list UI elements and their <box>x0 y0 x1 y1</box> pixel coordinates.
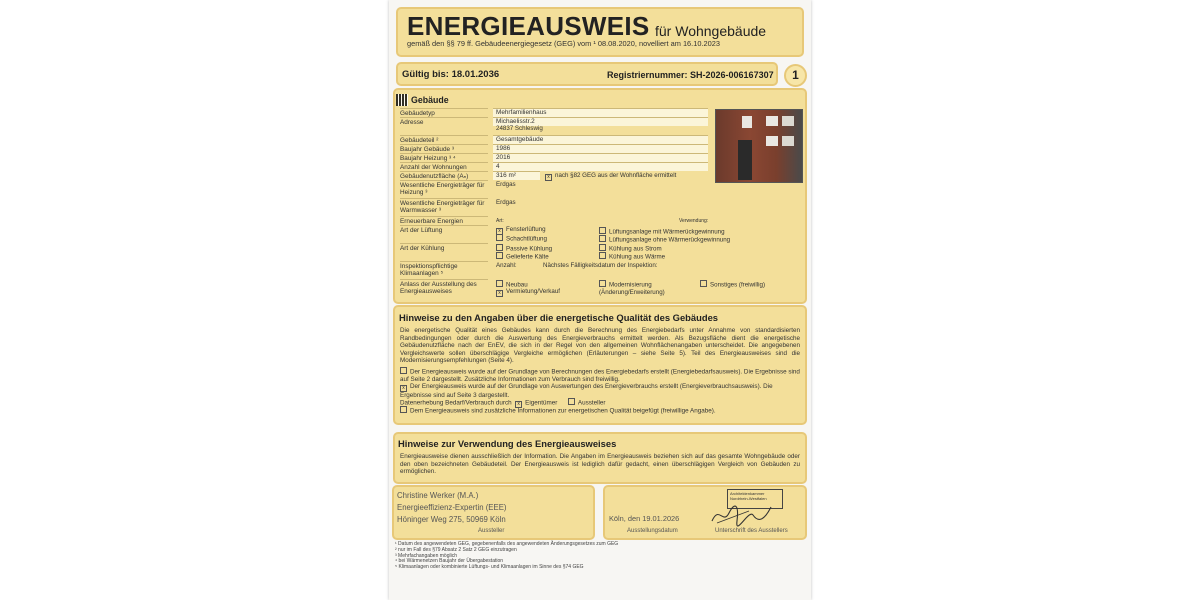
area-note-checkbox: x <box>545 174 552 181</box>
footnote-3: ³ Mehrfachangaben möglich <box>395 552 457 559</box>
data-source-owner-text: Eigentümer <box>525 399 558 407</box>
hint-option-demand <box>400 367 800 384</box>
reason-modernisation-text: Modernisierung (Änderung/Erweiterung) <box>599 281 665 296</box>
cooling-passive-text: Passive Kühlung <box>506 245 553 253</box>
inspection-count: Anzahl: <box>496 262 517 269</box>
document-subtitle: gemäß den §§ 79 ff. Gebäudeenergiegesetz (GEG) vom ¹ 08.08.2020, novelliert am 16.10.2023 <box>407 39 720 48</box>
quality-hints-title: Hinweise zu den Angaben über die energetische Qualität des Gebäudes <box>399 312 719 323</box>
footnote-5: ⁵ Klimaanlagen oder kombinierte Lüftungs- und Klimaanlagen im Sinne des §74 GEG <box>395 564 584 571</box>
ventilation-without-recovery-text: Lüftungsanlage ohne Wärmerückgewinnung <box>609 236 731 244</box>
cooling-electric-text: Kühlung aus Strom <box>609 245 662 253</box>
hint-consumption-text: Der Energieausweis wurde auf der Grundlage von Auswertungen des Energieverbrauchs erstellt (Energieverbrauchsausweis). Die Ergebnisse sind auf Seite 3 dargestellt. <box>400 383 773 399</box>
building-section <box>393 88 807 304</box>
footnotes <box>395 542 795 571</box>
reason-option-modernisation <box>599 280 695 297</box>
reason-modernisation-checkbox <box>599 280 606 287</box>
page-number-badge: 1 <box>784 64 807 87</box>
issuer-role: Energieeffizienz-Expertin (EEE) <box>397 503 507 512</box>
issuer-caption: Aussteller <box>478 528 505 534</box>
reason-rent-sale-checkbox: x <box>496 290 503 297</box>
usage-hints-section <box>393 432 807 484</box>
hint-additional-checkbox <box>400 406 407 413</box>
chamber-stamp: Architektenkammer Nordrhein-Westfalen <box>727 489 783 509</box>
area-note <box>545 172 676 181</box>
data-source-issuer-text: Aussteller <box>577 399 606 407</box>
issuer-name: Christine Werker (M.A.) <box>397 491 479 500</box>
ventilation-with-recovery-checkbox <box>599 227 606 234</box>
issue-date-section <box>603 485 807 540</box>
ventilation-option-without-recovery <box>599 235 730 244</box>
usage-hints-title: Hinweise zur Verwendung des Energieausweises <box>398 438 617 449</box>
ventilation-shaft-text: Schachtlüftung <box>506 235 547 243</box>
water-carrier-label: Wesentliche Energieträger für Warmwasser ³ <box>400 198 488 216</box>
ventilation-window-text: Fensterlüftung <box>506 226 546 233</box>
cooling-heat-text: Kühlung aus Wärme <box>609 253 666 261</box>
reason-option-rent-sale <box>496 288 560 297</box>
issue-date-caption: Ausstellungsdatum <box>627 528 678 534</box>
document-title: ENERGIEAUSWEIS <box>407 11 650 41</box>
usage-hints-text: Energieausweise dienen ausschließlich der Information. Die Angaben im Energieausweis beziehen sich auf das gesamte Wohngebäude oder den oben bezeichneten Gebäudeteil. Der Energieausweis ist lediglich dafür gedacht, einen überschlägigen Vergleich von Gebäuden zu ermöglichen. <box>400 453 800 475</box>
reason-new-checkbox <box>496 280 503 287</box>
inspection-label: Inspektionspflichtige Klimaanlagen ⁵ <box>400 261 488 279</box>
hint-additional-text: Dem Energieausweis sind zusätzliche Informationen zur energetischen Qualität beigefügt (freiwillige Angabe). <box>410 407 716 415</box>
cooling-delivered-text: Gelieferte Kälte <box>506 253 549 261</box>
issue-date: Köln, den 19.01.2026 <box>609 514 680 523</box>
water-carrier-value: Erdgas <box>496 199 516 206</box>
address-label: Adresse <box>400 117 488 135</box>
reason-option-other <box>700 280 765 289</box>
apartments-value: 4 <box>493 162 708 171</box>
cooling-label: Art der Kühlung <box>400 243 488 261</box>
cooling-heat-checkbox <box>599 252 606 259</box>
data-source-text: Datenerhebung Bedarf/Verbrauch durch <box>400 399 512 407</box>
reason-rent-sale-text: Vermietung/Verkauf <box>506 288 561 295</box>
valid-until: Gültig bis: 18.01.2036 <box>402 69 500 80</box>
inspection-next-date: Nächstes Fälligkeitsdatum der Inspektion: <box>543 262 658 269</box>
hint-consumption-checkbox: x <box>400 385 407 392</box>
reason-other-text: Sonstiges (freiwillig) <box>710 281 766 289</box>
ventilation-with-recovery-text: Lüftungsanlage mit Wärmerückgewinnung <box>609 228 725 236</box>
footnote-1: ¹ Datum des angewendeten GEG, gegebenenfalls des angewendeten Änderungsgesetzes zum GEG <box>395 541 619 547</box>
cooling-option-heat <box>599 252 665 261</box>
ventilation-without-recovery-checkbox <box>599 235 606 242</box>
cooling-electric-checkbox <box>599 244 606 251</box>
issuer-address: Höninger Weg 275, 50969 Köln <box>397 515 506 524</box>
ventilation-label: Art der Lüftung <box>400 225 488 243</box>
construction-year-label: Baujahr Gebäude ³ <box>400 144 488 153</box>
ventilation-option-shaft <box>496 234 547 243</box>
quality-hints-section <box>393 305 807 425</box>
issue-reason-label: Anlass der Ausstellung des Energieausweises <box>400 279 488 297</box>
reason-other-checkbox <box>700 280 707 287</box>
cooling-passive-checkbox <box>496 244 503 251</box>
heating-carrier-value: Erdgas <box>496 181 516 188</box>
area-note-text: nach §82 GEG aus der Wohnfläche ermittelt <box>555 172 677 179</box>
title-header <box>396 7 804 57</box>
heating-year-value: 2016 <box>493 153 708 162</box>
registration-number: Registriernummer: SH-2026-006167307 <box>607 70 774 80</box>
address-city: 24837 Schleswig <box>496 125 543 132</box>
construction-year-value: 1986 <box>493 144 708 153</box>
reason-new-text: Neubau <box>506 281 528 289</box>
usable-area-label: Gebäudenutzfläche (Aₙ) <box>400 171 488 180</box>
hint-demand-text: Der Energieausweis wurde auf der Grundlage von Berechnungen des Energiebedarfs erstellt (Energiebedarfsausweis). Die Ergebnisse sind auf Seite 2 dargestellt. Zusätzliche Informationen zum Verbrauch sind freiwillig. <box>400 368 800 383</box>
quality-hints-text: Die energetische Qualität eines Gebäudes kann durch die Berechnung des Energiebedarfs unter Annahme von standardisierten Randbedingungen oder durch die Auswertung des Energieverbrauchs ermittelt werden. Als Bezugsfläche dient die energetische Gebäudenutzfläche nach der EnEV, die sich in der Regel von den allgemeinen Wohnflächenangaben unterscheidet. Die angegebenen Vergleichswerte sollen überschlägige Vergleiche ermöglichen (Erläuterungen – siehe Seite 5). Teil des Energieausweises sind die Modernisierungsempfehlungen (Seite 4). <box>400 327 800 364</box>
heating-year-label: Baujahr Heizung ³ ⁴ <box>400 153 488 162</box>
document-title-suffix: für Wohngebäude <box>655 23 767 39</box>
ventilation-window-checkbox: x <box>496 228 503 235</box>
cooling-option-delivered <box>496 252 549 261</box>
signature <box>709 501 773 527</box>
apartments-label: Anzahl der Wohnungen <box>400 162 488 171</box>
energy-certificate-page <box>389 0 811 600</box>
address-street: Michaelisstr.2 <box>493 117 708 126</box>
data-source-owner-checkbox: x <box>515 401 522 408</box>
heating-carrier-label: Wesentliche Energieträger für Heizung ³ <box>400 180 488 198</box>
data-source-issuer-checkbox <box>568 398 575 405</box>
qr-code-icon <box>396 94 408 106</box>
footnote-2: ² nur im Fall des §79 Absatz 2 Satz 2 GEG einzutragen <box>395 546 517 553</box>
ventilation-shaft-checkbox <box>496 234 503 241</box>
building-part-label: Gebäudeteil ² <box>400 135 488 144</box>
validity-bar <box>396 62 778 86</box>
building-section-title: Gebäude <box>411 95 449 105</box>
signature-caption: Unterschrift des Ausstellers <box>715 528 788 534</box>
issuer-section <box>392 485 595 540</box>
building-type-label: Gebäudetyp <box>400 108 488 117</box>
usable-area-value: 316 m² <box>493 171 540 180</box>
building-part-value: Gesamtgebäude <box>493 135 708 144</box>
hint-demand-checkbox <box>400 367 407 374</box>
building-photo <box>715 109 803 183</box>
renewables-label: Erneuerbare Energien <box>400 216 488 225</box>
hint-option-additional <box>400 406 800 415</box>
art-header: Art: <box>496 218 504 224</box>
verwendung-header: Verwendung: <box>679 218 709 224</box>
footnote-4: ⁴ bei Wärmenetzen Baujahr der Übergabestation <box>395 558 504 565</box>
building-type-value: Mehrfamilienhaus <box>493 108 708 117</box>
hint-option-consumption <box>400 383 800 399</box>
cooling-delivered-checkbox <box>496 252 503 259</box>
